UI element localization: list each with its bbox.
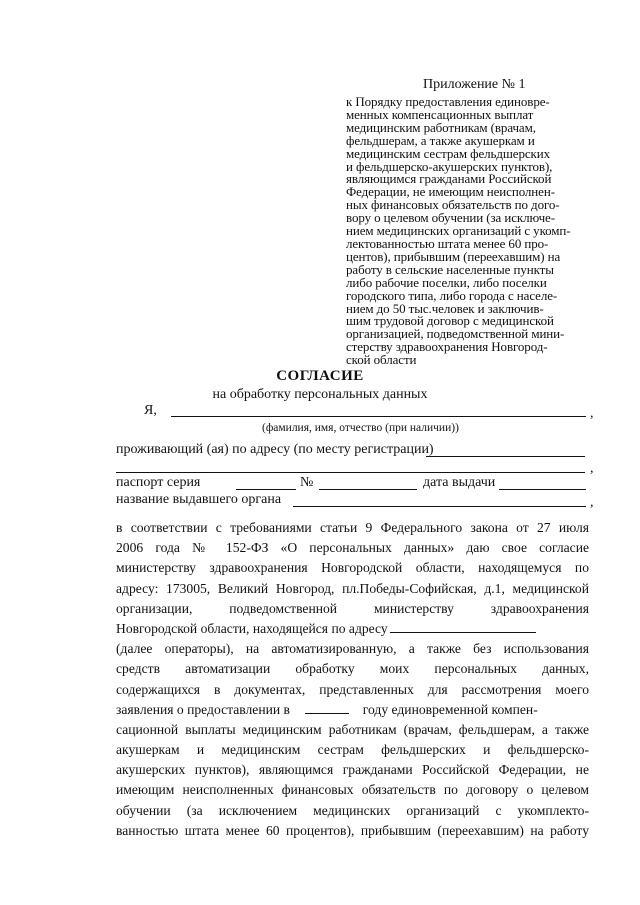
appendix-line: лектованностью штата менее 60 про- bbox=[346, 235, 549, 251]
fio-field[interactable] bbox=[171, 416, 586, 417]
passport-number-label: № bbox=[300, 475, 314, 490]
appendix-line: ской области bbox=[346, 352, 417, 368]
appendix-line: к Порядку предоставления единовре- bbox=[346, 94, 550, 109]
address-field-line2[interactable] bbox=[116, 472, 585, 473]
appendix-line: и фельдшерско-акушерских пунктов), bbox=[346, 158, 553, 174]
appendix-line: работу в сельские населенные пункты bbox=[346, 261, 554, 277]
issue-date-field[interactable] bbox=[499, 489, 586, 490]
body-line: имеющим неисполненных финансовых обязательств по договору о целевом bbox=[116, 782, 589, 798]
appendix-line: нием медицинских организаций с укомп- bbox=[346, 223, 571, 239]
operator-address-field[interactable] bbox=[390, 620, 536, 633]
issuer-field[interactable] bbox=[293, 506, 586, 507]
fio-hint: (фамилия, имя, отчество (при наличии)) bbox=[262, 422, 459, 434]
body-line: сационной выплаты медицинским работникам (врачам, фельдшерам, а также bbox=[116, 721, 589, 737]
year-field[interactable] bbox=[305, 701, 349, 714]
appendix-line: являющимся гражданами Российской bbox=[346, 171, 552, 187]
appendix-line: шим трудовой договор с медицинской bbox=[346, 313, 554, 329]
body-line-year bbox=[116, 700, 589, 720]
appendix-text bbox=[346, 96, 616, 367]
body-line-text: заявления о предоставлении в bbox=[116, 701, 290, 717]
address-comma: , bbox=[590, 461, 594, 476]
passport-series-label: паспорт серия bbox=[116, 475, 201, 490]
body-line-text: Новгородской области, находящейся по адресу bbox=[116, 620, 388, 636]
body-line: обучении (за исключением медицинских организаций с укомплекто- bbox=[116, 802, 589, 818]
appendix-line: либо рабочие поселки, либо поселки bbox=[346, 274, 547, 290]
issuer-comma: , bbox=[590, 495, 594, 510]
body-line: ванностью штата менее 60 процентов), прибывшим (переехавшим) на работу bbox=[116, 822, 589, 838]
appendix-line: вору о целевом обучении (за исключе- bbox=[346, 210, 555, 226]
body-line: (далее операторы), на автоматизированную, а также без использования bbox=[116, 641, 589, 657]
body-line: акушерских пунктов), являющимся гражданами Российской Федерации, не bbox=[116, 762, 589, 778]
appendix-line: Федерации, не имеющим неисполнен- bbox=[346, 184, 555, 200]
document-title: СОГЛАСИЕ bbox=[276, 368, 364, 384]
appendix-line: стерству здравоохранения Новгород- bbox=[346, 339, 548, 355]
body-line: организации, подведомственной министерству здравоохранения bbox=[116, 600, 589, 616]
body-line: в соответствии с требованиями статьи 9 Федерального закона от 27 июля bbox=[116, 520, 589, 535]
appendix-title: Приложение № 1 bbox=[423, 77, 526, 92]
address-label: проживающий (ая) по адресу (по месту регистрации) bbox=[116, 442, 434, 457]
body-line: содержащихся в документах, представленных для рассмотрения моего bbox=[116, 681, 589, 697]
issuer-label: название выдавшего органа bbox=[116, 492, 282, 507]
body-line-operator-address bbox=[116, 619, 589, 639]
body-line-text: году единовременной компен- bbox=[362, 701, 538, 717]
document-subtitle: на обработку персональных данных bbox=[212, 387, 428, 402]
passport-series-field[interactable] bbox=[236, 489, 296, 490]
body-line: министерству здравоохранения Новгородской области, находящемуся по bbox=[116, 560, 589, 576]
issue-date-label: дата выдачи bbox=[423, 475, 496, 490]
appendix-line: организацией, подведомственной мини- bbox=[346, 326, 565, 342]
body-line: 2006 года № 152-ФЗ «О персональных данных» даю свое согласие bbox=[116, 540, 589, 556]
appendix-line: менных компенсационных выплат bbox=[346, 106, 534, 122]
fio-comma: , bbox=[590, 406, 594, 421]
body-line: средств автоматизации обработку моих персональных данных, bbox=[116, 661, 589, 677]
passport-number-field[interactable] bbox=[319, 489, 417, 490]
address-field[interactable] bbox=[426, 456, 585, 457]
appendix-line: городского типа, либо города с населе- bbox=[346, 287, 558, 303]
body-line: адресу: 173005, Великий Новгород, пл.Победы-Софийская, д.1, медицинской bbox=[116, 580, 589, 596]
appendix-line: фельдшерам, а также акушеркам и bbox=[346, 132, 535, 148]
i-label: Я, bbox=[144, 403, 157, 418]
appendix-line: нием до 50 тыс.человек и заключив- bbox=[346, 300, 544, 316]
consent-body bbox=[116, 518, 589, 841]
appendix-line: ных финансовых обязательств по дого- bbox=[346, 197, 560, 213]
body-line: акушеркам и медицинским сестрам фельдшерских и фельдшерско- bbox=[116, 742, 589, 758]
appendix-line: медицинским работникам (врачам, bbox=[346, 119, 536, 135]
appendix-line: центов), прибывшим (переехавшим) на bbox=[346, 248, 561, 264]
appendix-line: медицинским сестрам фельдшерских bbox=[346, 145, 551, 161]
